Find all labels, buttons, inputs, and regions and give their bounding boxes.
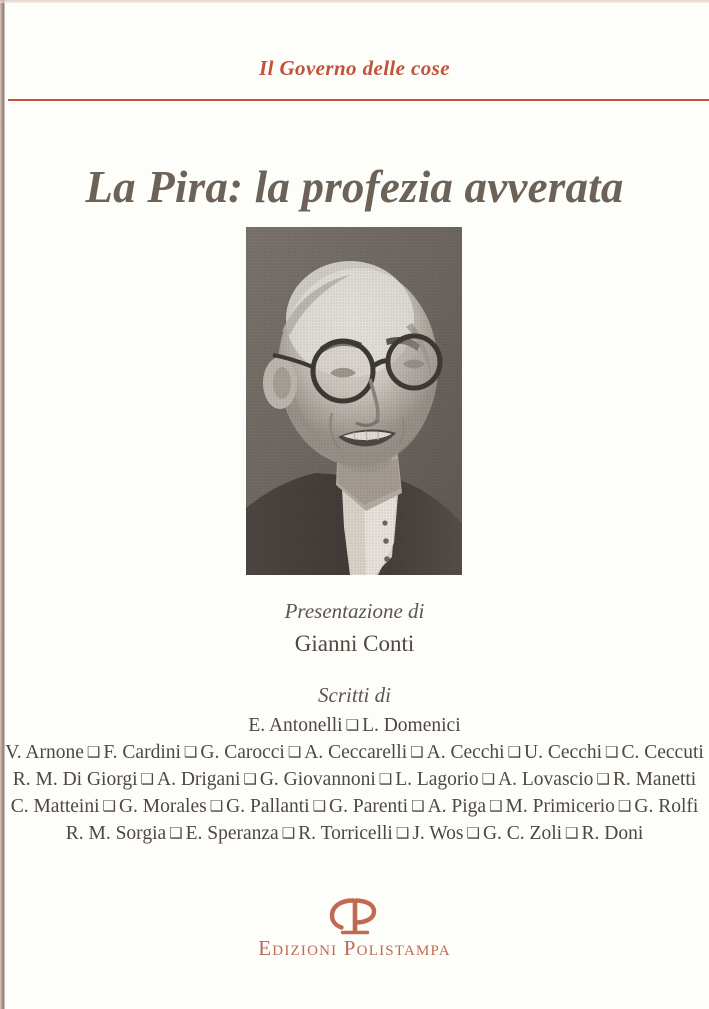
contributor-name: R. Doni	[581, 823, 644, 844]
contributor-name: F. Cardini	[103, 742, 181, 763]
contributor-name: C. Matteini	[10, 796, 100, 817]
contributor-name: G. Giovannoni	[259, 769, 376, 790]
contributor-name: G. Carocci	[200, 742, 285, 763]
contributors-label: Scritti di	[318, 683, 391, 707]
contributor-line	[0, 767, 709, 794]
contributor-separator-icon: ❑	[102, 799, 116, 815]
contributor-separator-icon: ❑	[411, 799, 425, 815]
contributor-name: R. M. Di Giorgi	[12, 769, 138, 790]
scan-edge-left	[0, 0, 5, 1009]
contributor-separator-icon: ❑	[140, 772, 154, 788]
contributor-line	[0, 821, 709, 848]
contributor-name: A. Cecchi	[426, 742, 505, 763]
contributor-separator-icon: ❑	[507, 745, 522, 761]
publisher-name: Edizioni Polistampa	[258, 936, 451, 960]
page-title: La Pira: la profezia avverata	[85, 162, 624, 213]
contributor-name: U. Cecchi	[524, 742, 603, 763]
contributor-name: R. Manetti	[612, 769, 697, 790]
contributor-separator-icon: ❑	[345, 718, 360, 734]
series-divider-rule	[8, 99, 709, 101]
contributor-name: A. Ceccarelli	[304, 742, 408, 763]
contributor-name: G. C. Zoli	[482, 823, 563, 844]
contributor-name: A. Lovascio	[498, 769, 594, 790]
polistampa-p-monogram-icon	[325, 894, 385, 938]
contributor-line	[0, 713, 709, 740]
publisher-logo	[0, 894, 709, 938]
contributor-separator-icon: ❑	[86, 745, 101, 761]
contributor-separator-icon: ❑	[209, 799, 224, 815]
contributor-separator-icon: ❑	[565, 826, 579, 842]
scan-edge-top	[0, 0, 709, 3]
contributor-separator-icon: ❑	[183, 745, 198, 761]
contributor-separator-icon: ❑	[312, 799, 327, 815]
contributor-name: G. Parenti	[329, 796, 409, 817]
contributor-name: G. Morales	[118, 796, 207, 817]
contributor-name: R. M. Sorgia	[65, 823, 167, 844]
contributor-name: G. Rolfi	[634, 796, 699, 817]
contributor-name: C. Ceccuti	[621, 742, 704, 763]
series-title: Il Governo delle cose	[259, 56, 450, 80]
contributor-separator-icon: ❑	[243, 772, 257, 788]
contributor-separator-icon: ❑	[466, 826, 480, 842]
contributor-separator-icon: ❑	[281, 826, 296, 842]
presentation-label: Presentazione di	[284, 599, 425, 623]
contributor-separator-icon: ❑	[378, 772, 393, 788]
contributor-separator-icon: ❑	[489, 799, 503, 815]
contributor-separator-icon: ❑	[481, 772, 496, 788]
contributor-name: L. Lagorio	[395, 769, 479, 790]
author-portrait-photo	[246, 227, 462, 575]
presenter-name: Gianni Conti	[294, 631, 415, 656]
contributor-separator-icon: ❑	[605, 745, 619, 761]
contributor-line	[0, 740, 709, 767]
contributor-separator-icon: ❑	[169, 826, 183, 842]
contributor-name: E. Speranza	[185, 823, 279, 844]
contributor-name: E. Antonelli	[248, 715, 343, 736]
contributor-separator-icon: ❑	[287, 745, 302, 761]
contributor-name: V. Arnone	[5, 742, 84, 763]
contributors-list	[0, 713, 709, 848]
contributor-name: L. Domenici	[362, 715, 461, 736]
contributor-name: M. Primicerio	[505, 796, 615, 817]
contributor-name: A. Drigani	[156, 769, 241, 790]
contributor-separator-icon: ❑	[596, 772, 610, 788]
contributor-name: R. Torricelli	[298, 823, 393, 844]
portrait-halftone-image	[246, 227, 462, 575]
contributor-separator-icon: ❑	[395, 826, 410, 842]
contributor-name: G. Pallanti	[226, 796, 310, 817]
contributor-separator-icon: ❑	[617, 799, 632, 815]
contributor-name: J. Wos	[412, 823, 464, 844]
contributor-line	[0, 794, 709, 821]
contributor-name: A. Piga	[427, 796, 487, 817]
contributor-separator-icon: ❑	[410, 745, 424, 761]
